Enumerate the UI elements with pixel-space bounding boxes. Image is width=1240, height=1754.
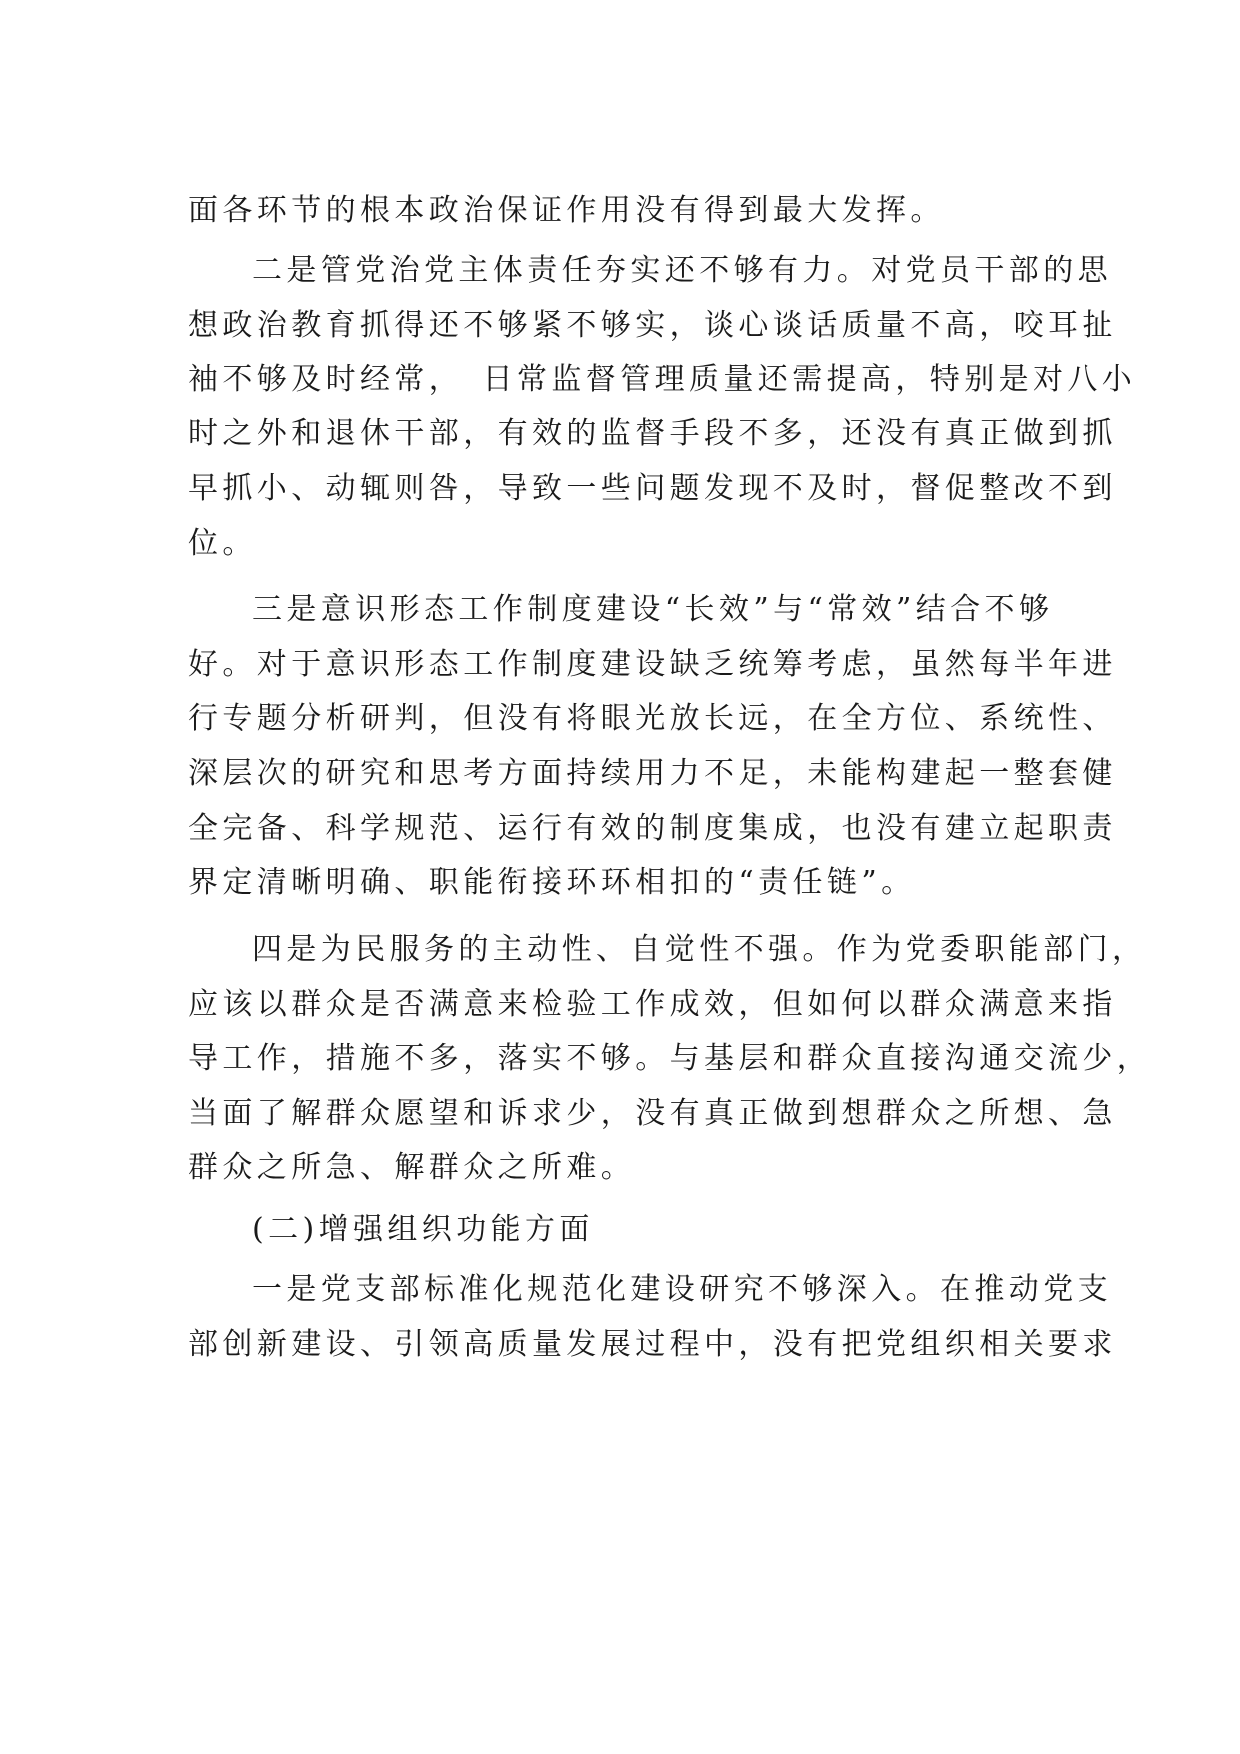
text-line: 深层次的研究和思考方面持续用力不足，未能构建起一整套健	[188, 756, 1117, 791]
text-line: 好。对于意识形态工作制度建设缺乏统筹考虑，虽然每半年进	[188, 647, 1117, 682]
text-line: 界定清晰明确、职能衔接环环相扣的“责任链”。	[188, 865, 916, 900]
paragraph-first-line: 三是意识形态工作制度建设“长效”与“常效”结合不够	[252, 592, 1054, 627]
text-line: 时之外和退休干部，有效的监督手段不多，还没有真正做到抓	[188, 416, 1117, 451]
text-line: 部创新建设、引领高质量发展过程中，没有把党组织相关要求	[188, 1327, 1117, 1362]
text-line: 应该以群众是否满意来检验工作成效，但如何以群众满意来指	[188, 987, 1117, 1022]
text-line: 全完备、科学规范、运行有效的制度集成，也没有建立起职责	[188, 811, 1117, 846]
paragraph-first-line: 四是为民服务的主动性、自觉性不强。作为党委职能部门，	[252, 932, 1147, 967]
text-line: 袖不够及时经常， 日常监督管理质量还需提高，特别是对八小	[188, 362, 1137, 397]
text-line: 群众之所急、解群众之所难。	[188, 1150, 636, 1185]
section-heading: (二)增强组织功能方面	[252, 1212, 594, 1247]
text-line: 想政治教育抓得还不够紧不够实，谈心谈话质量不高，咬耳扯	[188, 308, 1117, 343]
paragraph-first-line: 一是党支部标准化规范化建设研究不够深入。在推动党支	[252, 1272, 1112, 1307]
text-line: 面各环节的根本政治保证作用没有得到最大发挥。	[188, 193, 945, 228]
text-line: 导工作，措施不多，落实不够。与基层和群众直接沟通交流少，	[188, 1041, 1152, 1076]
text-line: 当面了解群众愿望和诉求少，没有真正做到想群众之所想、急	[188, 1096, 1117, 1131]
text-line: 行专题分析研判，但没有将眼光放长远，在全方位、系统性、	[188, 701, 1117, 736]
text-line: 位。	[188, 526, 257, 561]
text-line: 早抓小、动辄则咎，导致一些问题发现不及时，督促整改不到	[188, 471, 1117, 506]
paragraph-first-line: 二是管党治党主体责任夯实还不够有力。对党员干部的思	[252, 253, 1112, 288]
